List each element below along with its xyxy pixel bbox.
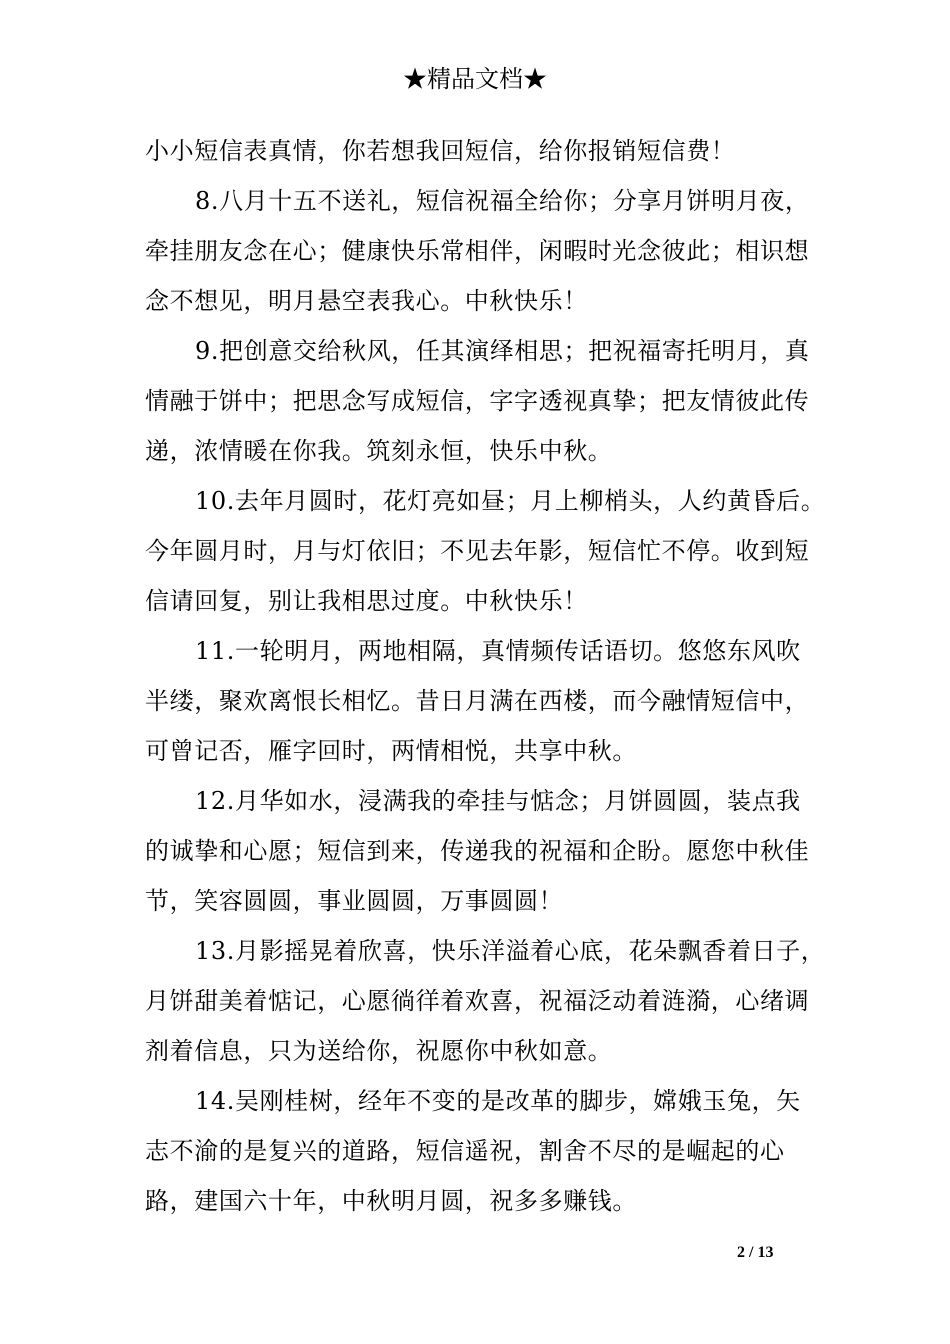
text-line: 14.吴刚桂树，经年不变的是改革的脚步，嫦娥玉兔，矢: [195, 1087, 801, 1115]
text-line: 信请回复，别让我相思过度。中秋快乐！: [145, 587, 588, 615]
text-line: 10.去年月圆时，花灯亮如昼；月上柳梢头，人约黄昏后。: [195, 487, 826, 515]
text-line: 志不渝的是复兴的道路，短信遥祝，割舍不尽的是崛起的心: [145, 1137, 785, 1165]
text-line: 念不想见，明月悬空表我心。中秋快乐！: [145, 287, 588, 315]
text-line: 的诚挚和心愿；短信到来，传递我的祝福和企盼。愿您中秋佳: [145, 837, 810, 865]
text-line: 8.八月十五不送礼，短信祝福全给你；分享月饼明月夜，: [195, 187, 810, 215]
text-line: 13.月影摇晃着欣喜，快乐洋溢着心底，花朵飘香着日子，: [195, 937, 826, 965]
text-line: 情融于饼中；把思念写成短信，字字透视真挚；把友情彼此传: [145, 387, 810, 415]
text-line: 可曾记否，雁字回时，两情相悦，共享中秋。: [145, 737, 637, 765]
text-line: 12.月华如水，浸满我的牵挂与惦念；月饼圆圆，装点我: [195, 787, 801, 815]
text-line: 9.把创意交给秋风，任其演绎相思；把祝福寄托明月，真: [195, 337, 810, 365]
text-line: 今年圆月时，月与灯依旧；不见去年影，短信忙不停。收到短: [145, 537, 810, 565]
text-line: 路，建国六十年，中秋明月圆，祝多多赚钱。: [145, 1187, 637, 1215]
text-line: 小小短信表真情，你若想我回短信，给你报销短信费！: [145, 137, 736, 165]
text-line: 牵挂朋友念在心；健康快乐常相伴，闲暇时光念彼此；相识想: [145, 237, 810, 265]
page-number: 2 / 13: [737, 1244, 774, 1261]
text-line: 月饼甜美着惦记，心愿徜徉着欢喜，祝福泛动着涟漪，心绪调: [145, 987, 810, 1015]
page-header-title: ★精品文档★: [403, 65, 547, 93]
text-line: 半缕，聚欢离恨长相忆。昔日月满在西楼，而今融情短信中，: [145, 687, 810, 715]
text-line: 11.一轮明月，两地相隔，真情频传话语切。悠悠东风吹: [195, 637, 801, 665]
text-line: 剂着信息，只为送给你，祝愿你中秋如意。: [145, 1037, 613, 1065]
text-line: 递，浓情暖在你我。筑刻永恒，快乐中秋。: [145, 437, 613, 465]
text-line: 节，笑容圆圆，事业圆圆，万事圆圆！: [145, 887, 564, 915]
document-body: [145, 126, 826, 1226]
